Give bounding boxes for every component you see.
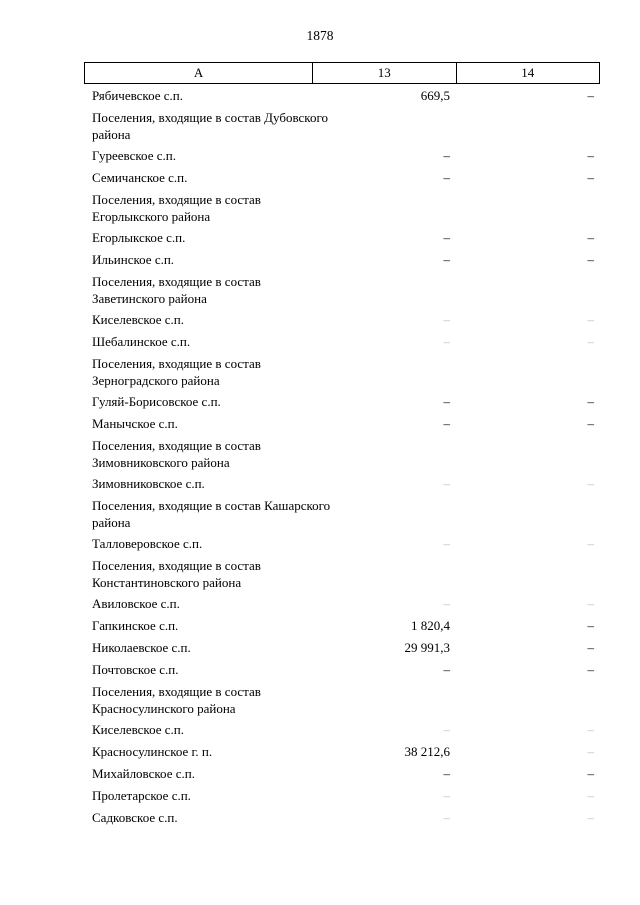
value-col-13: –: [443, 476, 450, 491]
row-name: Ильинское с.п.: [92, 252, 175, 267]
row-name: Гуляй-Борисовское с.п.: [92, 394, 221, 409]
value-col-13: –: [443, 312, 450, 327]
table-row: [92, 618, 600, 640]
value-col-13: –: [443, 536, 450, 551]
value-col-13: –: [443, 722, 450, 737]
row-name: Михайловское с.п.: [92, 766, 195, 781]
value-col-14: –: [587, 662, 594, 677]
value-col-14: –: [587, 476, 594, 491]
table-row: [92, 394, 600, 416]
table-row: [92, 416, 600, 438]
table-row: [92, 596, 600, 618]
value-col-14: –: [587, 334, 594, 349]
value-col-14: –: [587, 394, 594, 409]
row-name: Киселевское с.п.: [92, 722, 184, 737]
row-name: Киселевское с.п.: [92, 312, 184, 327]
table-row: [92, 230, 600, 252]
table-row: [92, 640, 600, 662]
value-col-13: 38 212,6: [404, 744, 450, 759]
value-col-14: –: [587, 170, 594, 185]
table-row: [92, 788, 600, 810]
value-col-13: –: [443, 148, 450, 163]
row-name: Поселения, входящие в состав Егорлыкского района: [92, 192, 261, 224]
value-col-14: –: [587, 766, 594, 781]
value-col-13: –: [443, 416, 450, 431]
value-col-14: –: [587, 312, 594, 327]
row-name: Поселения, входящие в состав Константиновского района: [92, 558, 261, 590]
district-group-row: [92, 110, 600, 148]
value-col-13: –: [443, 170, 450, 185]
value-col-13: –: [443, 596, 450, 611]
table-row: [92, 170, 600, 192]
table-header: [84, 62, 600, 84]
district-group-row: [92, 684, 600, 722]
value-col-13: –: [443, 788, 450, 803]
table-row: [92, 662, 600, 684]
row-name: Садковское с.п.: [92, 810, 178, 825]
page-number: 1878: [306, 28, 334, 43]
row-name: Поселения, входящие в состав Зерноградского района: [92, 356, 261, 388]
row-name: Семичанское с.п.: [92, 170, 188, 185]
value-col-13: –: [443, 334, 450, 349]
row-name: Поселения, входящие в состав Дубовского района: [92, 110, 328, 142]
value-col-13: 669,5: [420, 88, 450, 103]
value-col-14: –: [587, 230, 594, 245]
value-col-13: –: [443, 394, 450, 409]
value-col-13: –: [443, 662, 450, 677]
row-name: Красносулинское г. п.: [92, 744, 213, 759]
value-col-13: 29 991,3: [404, 640, 450, 655]
table-row: [92, 88, 600, 110]
table-row: [92, 722, 600, 744]
table-body: [92, 88, 600, 832]
row-name: Пролетарское с.п.: [92, 788, 191, 803]
table-row: [92, 312, 600, 334]
row-name: Манычское с.п.: [92, 416, 178, 431]
row-name: Авиловское с.п.: [92, 596, 180, 611]
district-group-row: [92, 498, 600, 536]
value-col-14: –: [587, 618, 594, 633]
district-group-row: [92, 438, 600, 476]
row-name: Рябичевское с.п.: [92, 88, 183, 103]
row-name: Поселения, входящие в состав Красносулинского района: [92, 684, 261, 716]
value-col-14: –: [587, 596, 594, 611]
table-row: [92, 810, 600, 832]
value-col-14: –: [587, 640, 594, 655]
value-col-13: 1 820,4: [411, 618, 450, 633]
row-name: Гуреевское с.п.: [92, 148, 176, 163]
column-header-13: 13: [313, 63, 456, 84]
table-row: [92, 252, 600, 274]
value-col-14: –: [587, 744, 594, 759]
value-col-14: –: [587, 148, 594, 163]
row-name: Поселения, входящие в состав Кашарского района: [92, 498, 331, 530]
district-group-row: [92, 558, 600, 596]
row-name: Егорлыкское с.п.: [92, 230, 186, 245]
column-header-a: А: [85, 63, 313, 84]
column-header-14: 14: [456, 63, 599, 84]
value-col-14: –: [587, 416, 594, 431]
row-name: Поселения, входящие в состав Заветинского района: [92, 274, 261, 306]
district-group-row: [92, 274, 600, 312]
district-group-row: [92, 356, 600, 394]
table-row: [92, 536, 600, 558]
value-col-13: –: [443, 810, 450, 825]
table-row: [92, 148, 600, 170]
district-group-row: [92, 192, 600, 230]
row-name: Шебалинское с.п.: [92, 334, 191, 349]
value-col-13: –: [443, 766, 450, 781]
value-col-14: –: [587, 722, 594, 737]
value-col-13: –: [443, 252, 450, 267]
table-row: [92, 476, 600, 498]
row-name: Николаевское с.п.: [92, 640, 191, 655]
table-row: [92, 766, 600, 788]
value-col-14: –: [587, 788, 594, 803]
row-name: Зимовниковское с.п.: [92, 476, 205, 491]
row-name: Почтовское с.п.: [92, 662, 179, 677]
row-name: Гапкинское с.п.: [92, 618, 179, 633]
value-col-14: –: [587, 536, 594, 551]
row-name: Поселения, входящие в состав Зимовниковского района: [92, 438, 261, 470]
value-col-14: –: [587, 252, 594, 267]
table-row: [92, 334, 600, 356]
value-col-13: –: [443, 230, 450, 245]
value-col-14: –: [587, 810, 594, 825]
row-name: Талловеровское с.п.: [92, 536, 203, 551]
table-row: [92, 744, 600, 766]
value-col-14: –: [587, 88, 594, 103]
